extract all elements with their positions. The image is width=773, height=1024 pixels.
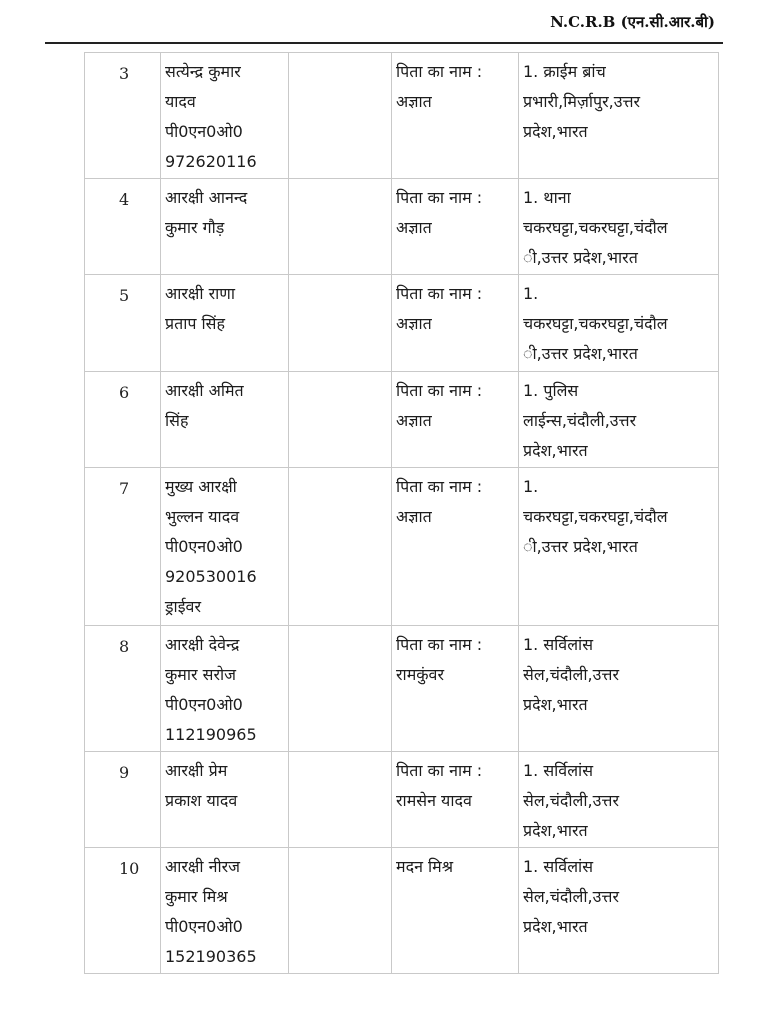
person-name-cell-line: कुमार गौड़ xyxy=(165,218,225,237)
father-name-cell-line: पिता का नाम : xyxy=(396,381,483,400)
address-cell-line: चकरघट्टा,चकरघट्टा,चंदौल xyxy=(523,314,668,333)
person-name-cell-line: आरक्षी देवेन्द्र xyxy=(165,635,240,654)
person-name-cell-line: 112190965 xyxy=(165,725,257,744)
person-name-cell-line: सत्येन्द्र कुमार xyxy=(165,62,241,81)
father-name-cell xyxy=(392,275,519,372)
address-cell xyxy=(519,626,719,752)
person-name-cell-line: ड्राईवर xyxy=(165,597,202,616)
table-row xyxy=(85,752,719,848)
serial-number: 7 xyxy=(85,468,161,626)
person-name-cell xyxy=(161,53,289,179)
address-cell-line: 1. सर्विलांस xyxy=(523,761,594,780)
address-cell-line: लाईन्स,चंदौली,उत्तर xyxy=(523,411,637,430)
empty-cell xyxy=(289,179,392,275)
table-row xyxy=(85,372,719,468)
serial-number: 4 xyxy=(85,179,161,275)
address-cell-line: प्रदेश,भारत xyxy=(523,695,588,714)
father-name-cell-line: पिता का नाम : xyxy=(396,761,483,780)
person-name-cell xyxy=(161,626,289,752)
address-cell-line: 1. थाना xyxy=(523,188,571,207)
address-cell-line: चकरघट्टा,चकरघट्टा,चंदौल xyxy=(523,218,668,237)
person-name-cell-line: मुख्य आरक्षी xyxy=(165,477,237,496)
empty-cell xyxy=(289,53,392,179)
father-name-cell-line: अज्ञात xyxy=(396,411,432,430)
person-name-cell-line: आरक्षी अमित xyxy=(165,381,244,400)
person-name-cell-line: आरक्षी नीरज xyxy=(165,857,241,876)
father-name-cell-line: रामसेन यादव xyxy=(396,791,472,810)
serial-number: 10 xyxy=(85,848,161,974)
address-cell-line: ी,उत्तर प्रदेश,भारत xyxy=(523,344,638,363)
address-cell-line: ी,उत्तर प्रदेश,भारत xyxy=(523,537,638,556)
address-cell-line: ी,उत्तर प्रदेश,भारत xyxy=(523,248,638,267)
address-cell-line: प्रदेश,भारत xyxy=(523,441,588,460)
person-name-cell-line: पी0एन0ओ0 xyxy=(165,695,243,714)
empty-cell xyxy=(289,468,392,626)
table-row xyxy=(85,179,719,275)
father-name-cell-line: अज्ञात xyxy=(396,218,432,237)
person-name-cell-line: प्रकाश यादव xyxy=(165,791,238,810)
person-name-cell-line: पी0एन0ओ0 xyxy=(165,122,243,141)
address-cell-line: 1. xyxy=(523,284,539,303)
person-name-cell-line: भुल्लन यादव xyxy=(165,507,240,526)
father-name-cell xyxy=(392,53,519,179)
address-cell-line: सेल,चंदौली,उत्तर xyxy=(523,665,619,684)
person-name-cell xyxy=(161,752,289,848)
address-cell xyxy=(519,848,719,974)
father-name-cell-line: मदन मिश्र xyxy=(396,857,454,876)
person-name-cell-line: आरक्षी प्रेम xyxy=(165,761,228,780)
person-name-cell xyxy=(161,468,289,626)
person-name-cell xyxy=(161,848,289,974)
empty-cell xyxy=(289,275,392,372)
serial-number: 9 xyxy=(85,752,161,848)
father-name-cell-line: पिता का नाम : xyxy=(396,62,483,81)
father-name-cell-line: पिता का नाम : xyxy=(396,188,483,207)
address-cell xyxy=(519,752,719,848)
table-row xyxy=(85,468,719,626)
serial-number: 8 xyxy=(85,626,161,752)
address-cell xyxy=(519,53,719,179)
address-cell-line: सेल,चंदौली,उत्तर xyxy=(523,887,619,906)
address-cell xyxy=(519,468,719,626)
father-name-cell xyxy=(392,848,519,974)
father-name-cell-line: अज्ञात xyxy=(396,507,432,526)
records-table xyxy=(84,52,719,974)
father-name-cell-line: पिता का नाम : xyxy=(396,477,483,496)
person-name-cell-line: प्रताप सिंह xyxy=(165,314,225,333)
address-cell-line: प्रदेश,भारत xyxy=(523,122,588,141)
empty-cell xyxy=(289,848,392,974)
father-name-cell-line: अज्ञात xyxy=(396,92,432,111)
person-name-cell-line: 972620116 xyxy=(165,152,257,171)
person-name-cell-line: सिंह xyxy=(165,411,189,430)
address-cell-line: 1. पुलिस xyxy=(523,381,579,400)
person-name-cell xyxy=(161,372,289,468)
father-name-cell-line: रामकुंवर xyxy=(396,665,444,684)
person-name-cell-line: पी0एन0ओ0 xyxy=(165,537,243,556)
empty-cell xyxy=(289,626,392,752)
person-name-cell-line: 920530016 xyxy=(165,567,257,586)
person-name-cell-line: यादव xyxy=(165,92,196,111)
person-name-cell-line: कुमार मिश्र xyxy=(165,887,228,906)
father-name-cell-line: अज्ञात xyxy=(396,314,432,333)
father-name-cell-line: पिता का नाम : xyxy=(396,635,483,654)
serial-number: 6 xyxy=(85,372,161,468)
records-body xyxy=(85,53,719,974)
address-cell-line: चकरघट्टा,चकरघट्टा,चंदौल xyxy=(523,507,668,526)
address-cell-line: सेल,चंदौली,उत्तर xyxy=(523,791,619,810)
table-row xyxy=(85,275,719,372)
person-name-cell-line: आरक्षी राणा xyxy=(165,284,235,303)
address-cell-line: प्रदेश,भारत xyxy=(523,821,588,840)
father-name-cell xyxy=(392,179,519,275)
address-cell-line: 1. क्राईम ब्रांच xyxy=(523,62,606,81)
father-name-cell-line: पिता का नाम : xyxy=(396,284,483,303)
table-row xyxy=(85,626,719,752)
address-cell xyxy=(519,179,719,275)
father-name-cell xyxy=(392,372,519,468)
person-name-cell-line: कुमार सरोज xyxy=(165,665,237,684)
person-name-cell-line: पी0एन0ओ0 xyxy=(165,917,243,936)
person-name-cell-line: 152190365 xyxy=(165,947,257,966)
address-cell xyxy=(519,275,719,372)
father-name-cell xyxy=(392,752,519,848)
person-name-cell-line: आरक्षी आनन्द xyxy=(165,188,248,207)
table-row xyxy=(85,53,719,179)
person-name-cell xyxy=(161,275,289,372)
address-cell-line: 1. सर्विलांस xyxy=(523,857,594,876)
address-cell-line: प्रदेश,भारत xyxy=(523,917,588,936)
father-name-cell xyxy=(392,626,519,752)
empty-cell xyxy=(289,372,392,468)
document-header: N.C.R.B (एन.सी.आर.बी) xyxy=(550,13,715,31)
header-rule xyxy=(45,42,723,44)
father-name-cell xyxy=(392,468,519,626)
table-row xyxy=(85,848,719,974)
address-cell-line: प्रभारी,मिर्ज़ापुर,उत्तर xyxy=(523,92,641,111)
serial-number: 3 xyxy=(85,53,161,179)
empty-cell xyxy=(289,752,392,848)
serial-number: 5 xyxy=(85,275,161,372)
address-cell-line: 1. सर्विलांस xyxy=(523,635,594,654)
address-cell-line: 1. xyxy=(523,477,539,496)
address-cell xyxy=(519,372,719,468)
person-name-cell xyxy=(161,179,289,275)
